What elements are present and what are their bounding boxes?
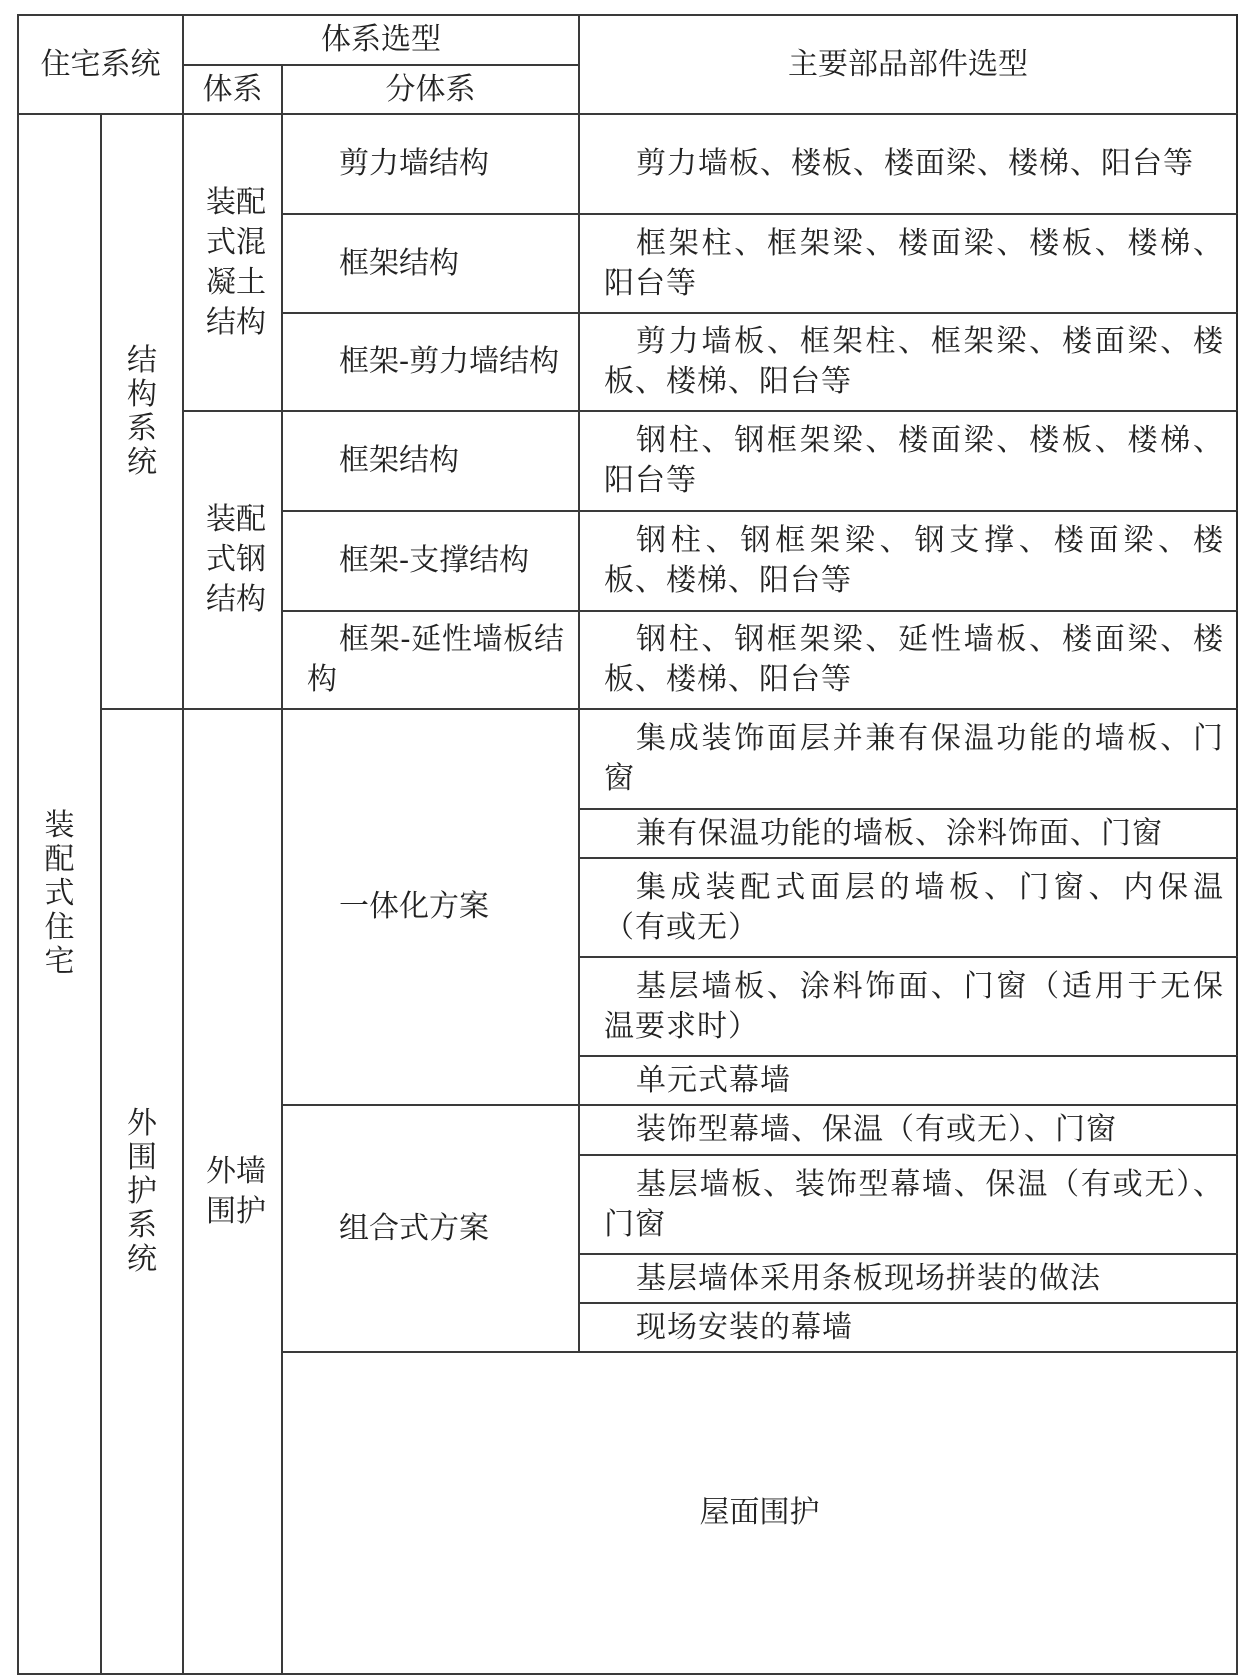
sub-system-cell: 框架结构 [282, 214, 579, 313]
components-cell: 钢柱、钢框架梁、钢支撑、楼面梁、楼板、楼梯、阳台等 [579, 511, 1237, 611]
level1-cell [18, 114, 101, 1674]
steel-structure-cell [183, 411, 282, 709]
integrated-scheme-cell: 一体化方案 [282, 709, 579, 1105]
components-cell: 剪力墙板、框架柱、框架梁、楼面梁、楼板、楼梯、阳台等 [579, 313, 1237, 411]
components-cell: 装饰型幕墙、保温（有或无）、门窗 [579, 1105, 1237, 1155]
components-cell: 集成装配式面层的墙板、门窗、内保温（有或无） [579, 858, 1237, 957]
sub-system-cell: 框架-支撑结构 [282, 511, 579, 611]
header-system: 体系 [183, 65, 282, 114]
header-residential-system: 住宅系统 [18, 15, 183, 114]
exterior-wall-cell [183, 709, 282, 1674]
header-main-components: 主要部品部件选型 [579, 15, 1237, 114]
concrete-structure-label: 装配式混凝土结构 [206, 184, 266, 340]
exterior-wall-label: 外墙围护 [206, 1153, 266, 1229]
steel-structure-label: 装配式钢结构 [206, 502, 266, 617]
components-cell: 基层墙体采用条板现场拼装的做法 [579, 1254, 1237, 1303]
components-cell: 剪力墙板、楼板、楼面梁、楼梯、阳台等 [579, 114, 1237, 214]
envelope-system-cell [101, 709, 183, 1674]
sub-system-cell: 框架-剪力墙结构 [282, 313, 579, 411]
roof-envelope-cell: 屋面围护 [282, 1352, 1237, 1674]
components-cell: 基层墙板、涂料饰面、门窗（适用于无保温要求时） [579, 957, 1237, 1056]
envelope-system-label: 外围护系统 [127, 1105, 157, 1277]
header-system-selection: 体系选型 [183, 15, 579, 65]
components-cell: 框架柱、框架梁、楼面梁、楼板、楼梯、阳台等 [579, 214, 1237, 313]
components-cell: 现场安装的幕墙 [579, 1303, 1237, 1352]
combined-scheme-cell: 组合式方案 [282, 1105, 579, 1352]
components-cell: 钢柱、钢框架梁、楼面梁、楼板、楼梯、阳台等 [579, 411, 1237, 511]
components-cell: 单元式幕墙 [579, 1056, 1237, 1105]
level1-label: 装配式住宅 [44, 808, 75, 979]
components-cell: 集成装饰面层并兼有保温功能的墙板、门窗 [579, 709, 1237, 809]
header-sub-system: 分体系 [282, 65, 579, 114]
component-selection-table [17, 14, 1238, 1675]
components-cell: 兼有保温功能的墙板、涂料饰面、门窗 [579, 809, 1237, 858]
sub-system-cell: 框架结构 [282, 411, 579, 511]
sub-system-cell: 框架-延性墙板结构 [282, 611, 579, 709]
structural-system-cell [101, 114, 183, 709]
structural-system-label: 结构系统 [127, 342, 157, 480]
components-cell: 钢柱、钢框架梁、延性墙板、楼面梁、楼板、楼梯、阳台等 [579, 611, 1237, 709]
sub-system-cell: 剪力墙结构 [282, 114, 579, 214]
components-cell: 基层墙板、装饰型幕墙、保温（有或无）、门窗 [579, 1155, 1237, 1254]
concrete-structure-cell [183, 114, 282, 411]
